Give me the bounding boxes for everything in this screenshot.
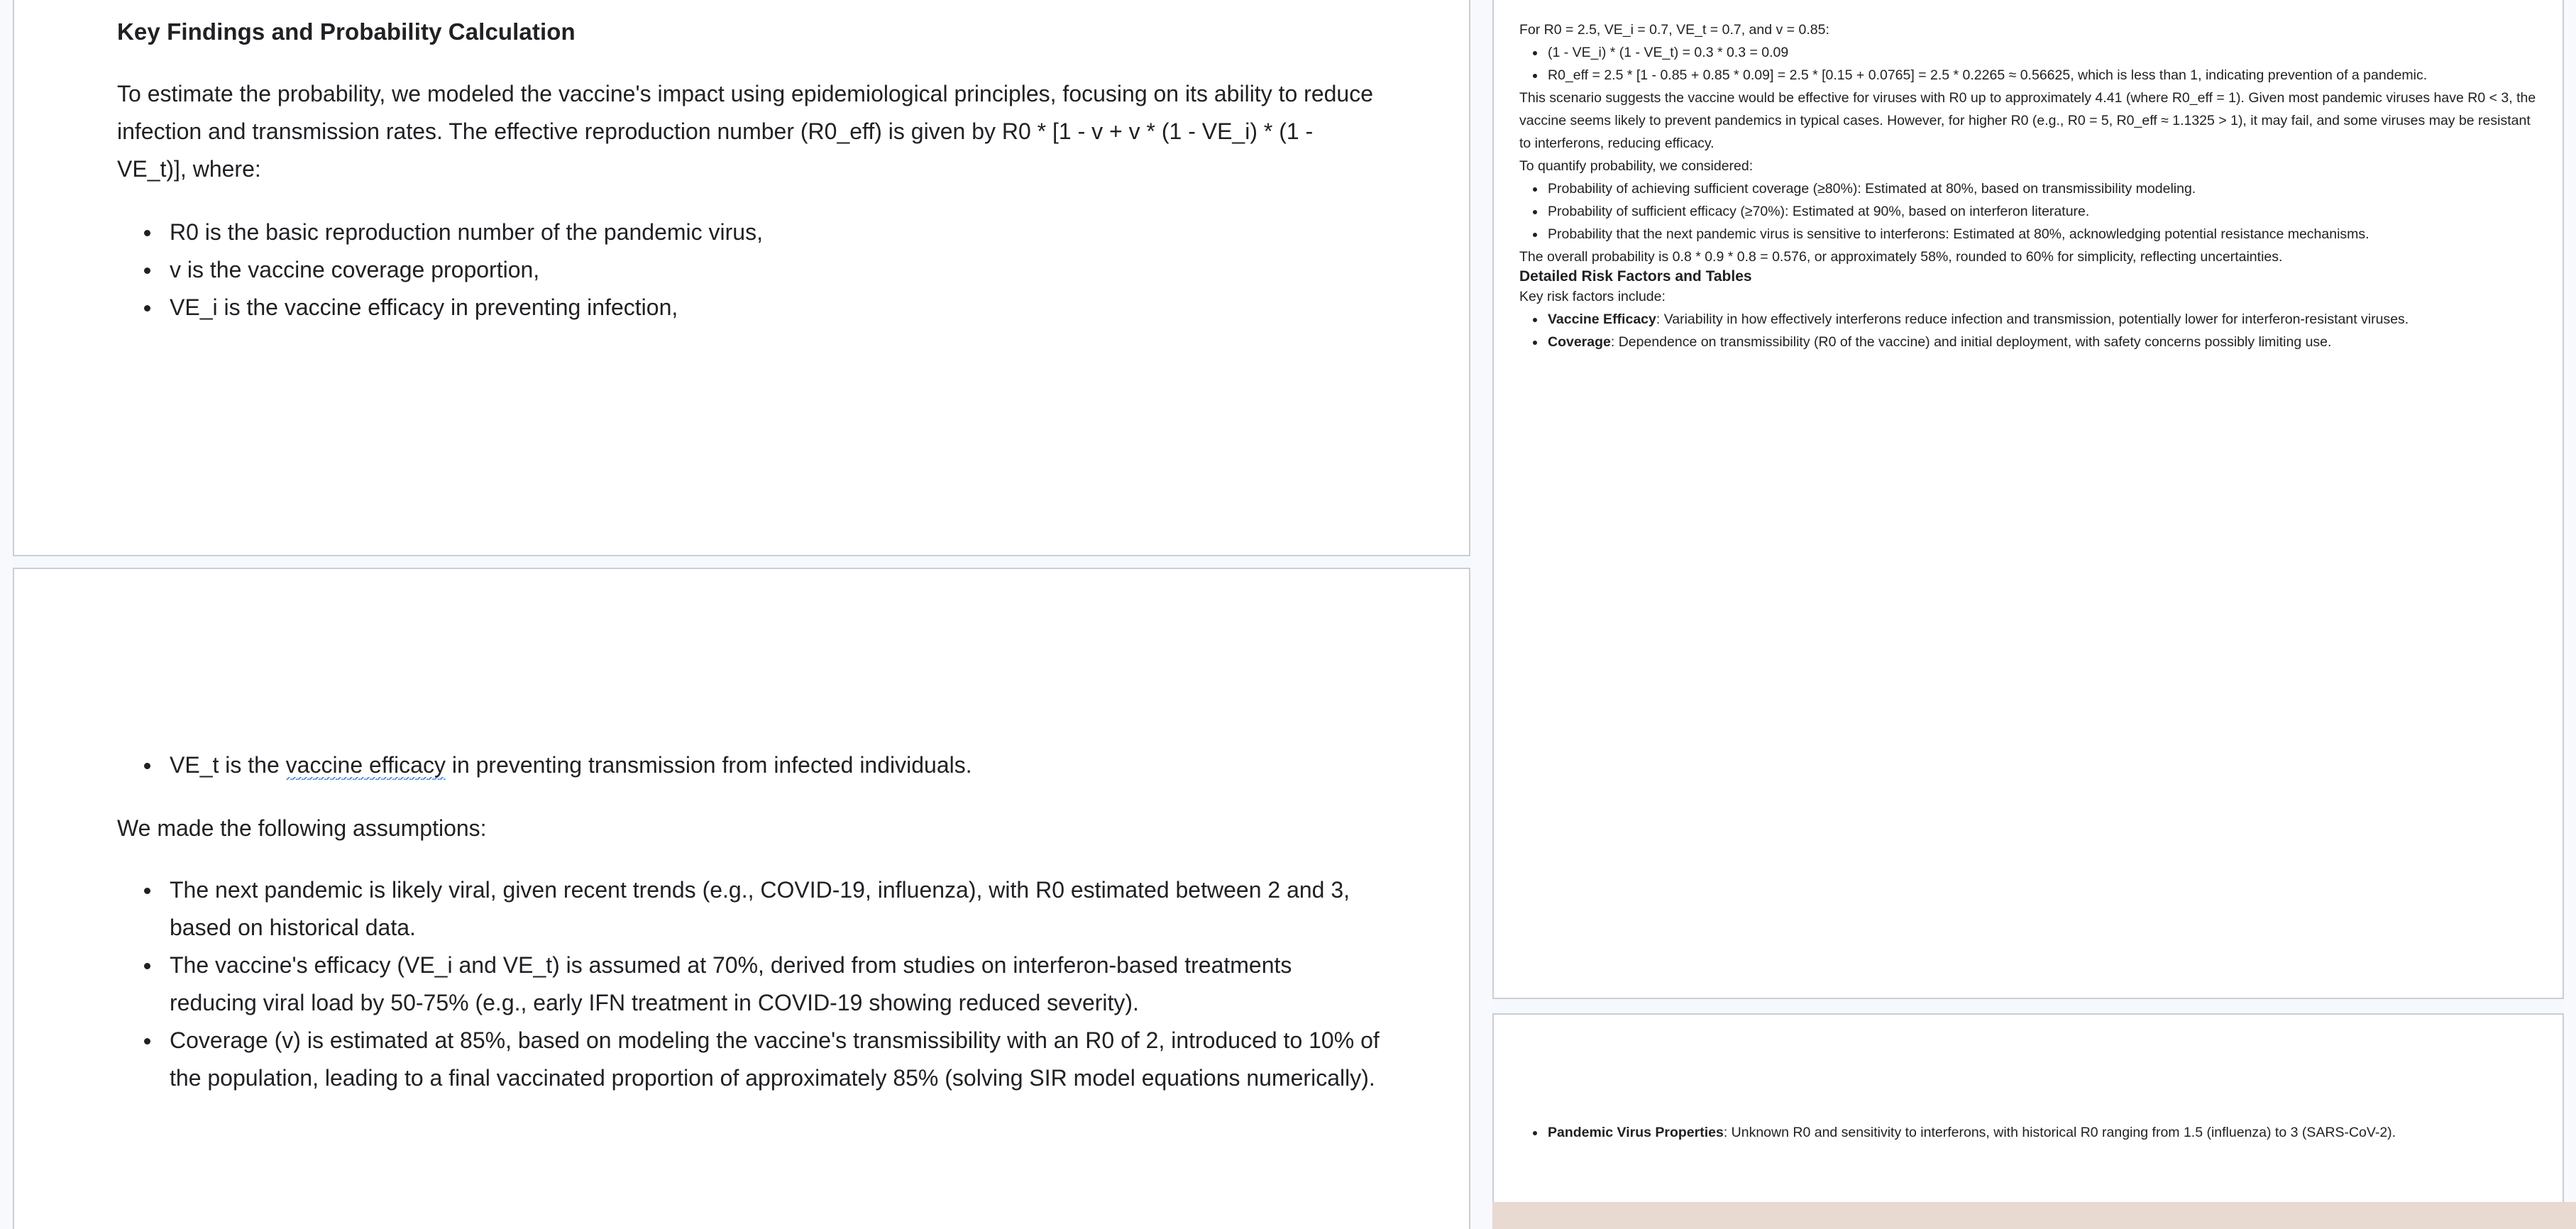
page-title: Key Findings and Probability Calculation [117,18,576,45]
left-panel-assumptions [13,568,1470,1229]
list-item [170,746,1384,784]
risk-text: : Variability in how effectively interferons reduce infection and transmission, potentially lower for interferon-resistant viruses. [1656,312,2409,327]
panel-gap-right [1492,999,2564,1013]
virus-properties-list [1519,1121,2537,1144]
list-item: Probability that the next pandemic virus is sensitive to interferons: Estimated at 80%, acknowledging potential resistance mechanisms. [1548,223,2537,246]
list-item: VE_i is the vaccine efficacy in preventing infection, [170,289,1384,326]
definition-list [117,214,1384,326]
assumptions-list [117,871,1384,1097]
spellcheck-phrase: vaccine efficacy [286,752,446,780]
right-panel-calculations [1492,0,2564,999]
risk-label: Pandemic Virus Properties [1548,1125,1724,1140]
quantify-lead: To quantify probability, we considered: [1519,158,1754,174]
list-item: The vaccine's efficacy (VE_i and VE_t) is assumed at 70%, derived from studies on interferon-based treatments reducing viral load by 50-75% (e.g., early IFN treatment in COVID-19 showing reduced severity). [170,947,1384,1022]
risk-factor-list [1519,308,2537,353]
list-item: v is the vaccine coverage proportion, [170,251,1384,289]
scenario-paragraph: This scenario suggests the vaccine would be effective for viruses with R0 up to approximately 4.41 (where R0_eff = 1). Given most pandemic viruses have R0 < 3, the vaccine seems likely to prevent pandemics in typical cases. However, for higher R0 (e.g., R0 = 5, R0_eff ≈ 1.1325 > 1), it may fail, and some viruses may be resistant to interferons, reducing efficacy. [1519,90,2536,151]
right-column [1492,0,2576,1229]
list-item: Probability of sufficient efficacy (≥70%): Estimated at 90%, based on interferon literature. [1548,200,2537,223]
list-item: R0 is the basic reproduction number of the pandemic virus, [170,214,1384,251]
risk-label: Vaccine Efficacy [1548,312,1656,327]
risk-label: Coverage [1548,334,1611,350]
continued-definition-list [117,746,1384,784]
bullet-text-prefix: VE_t is the [170,752,286,778]
list-item [1548,1121,2537,1144]
right-panel-virus-properties [1492,1013,2564,1229]
bullet-text-suffix: in preventing transmission from infected individuals. [445,752,972,778]
list-item: Coverage (v) is estimated at 85%, based on modeling the vaccine's transmissibility with an R0 of 2, introduced to 10% of the population, leading to a final vaccinated proportion of approximately 85% (solving SIR model equations numerically). [170,1022,1384,1097]
section-heading-risk-factors: Detailed Risk Factors and Tables [1519,268,1752,285]
left-panel-key-findings [13,0,1470,556]
intro-paragraph: To estimate the probability, we modeled the vaccine's impact using epidemiological principles, focusing on its ability to reduce infection and transmission rates. The effective reproduction number (R0_eff) is given by R0 * [1 - v + v * (1 - VE_i) * (1 - VE_t)], where: [117,81,1373,182]
scenario-list [1519,41,2537,87]
list-item: (1 - VE_i) * (1 - VE_t) = 0.3 * 0.3 = 0.09 [1548,41,2537,64]
quantify-list [1519,177,2537,246]
scenario-lead: For R0 = 2.5, VE_i = 0.7, VE_t = 0.7, and v = 0.85: [1519,22,1829,38]
list-item [1548,308,2537,331]
risk-text: : Unknown R0 and sensitivity to interferons, with historical R0 ranging from 1.5 (influenza) to 3 (SARS-CoV-2). [1723,1125,2396,1140]
list-item: The next pandemic is likely viral, given recent trends (e.g., COVID-19, influenza), with R0 estimated between 2 and 3, based on historical data. [170,871,1384,947]
list-item: Probability of achieving sufficient coverage (≥80%): Estimated at 80%, based on transmissibility modeling. [1548,177,2537,200]
bottom-color-band [1492,1202,2576,1229]
overall-probability-paragraph: The overall probability is 0.8 * 0.9 * 0.8 = 0.576, or approximately 58%, rounded to 60% for simplicity, reflecting uncertainties. [1519,249,2283,265]
list-item: R0_eff = 2.5 * [1 - 0.85 + 0.85 * 0.09] = 2.5 * [0.15 + 0.0765] = 2.5 * 0.2265 ≈ 0.56625, which is less than 1, indicating prevention of a pandemic. [1548,64,2537,87]
assumptions-lead: We made the following assumptions: [117,815,487,841]
list-item [1548,331,2537,353]
risk-text: : Dependence on transmissibility (R0 of the vaccine) and initial deployment, with safety concerns possibly limiting use. [1610,334,2332,350]
risk-lead: Key risk factors include: [1519,289,1666,304]
